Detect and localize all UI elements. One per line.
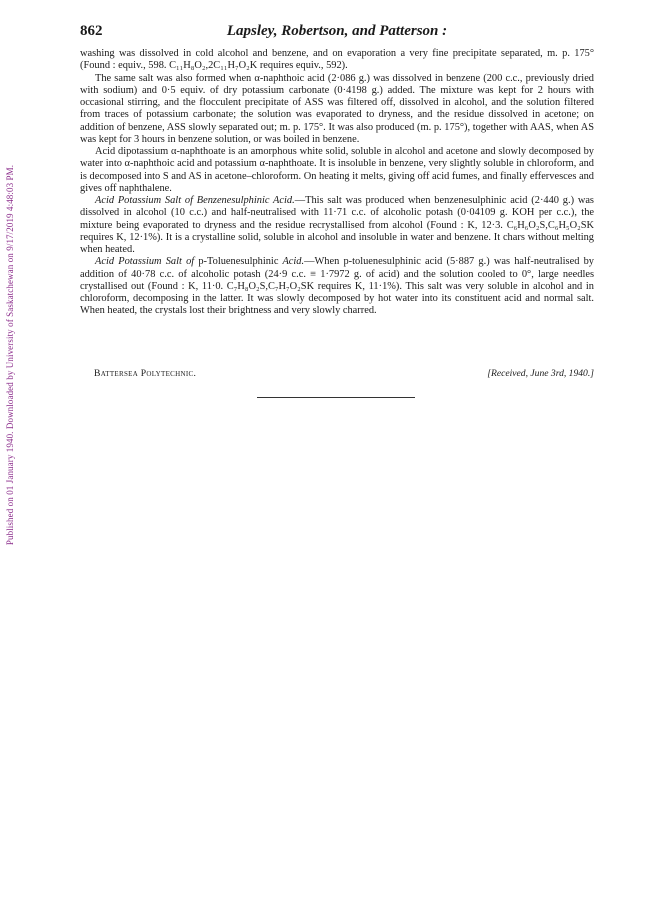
affiliation: Battersea Polytechnic. — [94, 368, 197, 379]
paragraph-5 — [80, 256, 594, 317]
section-heading-benzenesulphinic: Acid Potassium Salt of Benzenesulphinic Acid. — [95, 195, 295, 206]
paragraph-5-text: —When p-toluenesulphinic acid (5·887 g.) was half-neutralised by addition of 40·78 c.c. of alcoholic potash (24·9 c.c. ≡ 1·7972 g. of acid) and the solution cooled to 0°, large needles crystallised out (Found : K, 11·0. C₇H₈O₂S,C₇H₇O₂SK requires K, 11·1%). This salt was very soluble in alcohol and in chloroform, decomposing in the latter. It was slowly decomposed by hot water into its constituent acid and normal salt. When heated, the crystals lost their brightness and very slowly charred. — [80, 256, 594, 317]
signoff — [80, 368, 594, 382]
section-heading-toluenesulphinic-c: Acid. — [278, 256, 305, 268]
paragraph-4 — [80, 195, 594, 256]
page-number: 862 — [80, 23, 103, 39]
section-heading-toluenesulphinic-b: p-Toluenesulphinic — [198, 256, 279, 268]
received-date: [Received, June 3rd, 1940.] — [487, 368, 594, 379]
section-heading-toluenesulphinic-a: Acid Potassium Salt of — [95, 256, 199, 268]
running-head: Lapsley, Robertson, and Patterson : — [226, 23, 448, 39]
end-rule — [257, 397, 415, 398]
margin-note-text: Published on 01 January 1940. Downloaded by University of Saskatchewan on 9/17/2019 4:48:03 PM. — [5, 164, 15, 546]
publication-margin-note — [2, 125, 18, 585]
paragraph-4-text: —This salt was produced when benzenesulphinic acid (2·440 g.) was dissolved in alcohol (10 c.c.) and half-neutralised with 11·71 c.c. of alcoholic potash (0·04109 g. KOH per c.c.), the mixture being evaporated to dryness and the residue recrystallised from alcohol (Found : K, 12·3. C₆H₆O₂S,C₆H₅O₂SK requires K, 12·1%). It is a crystalline solid, soluble in alcohol and insoluble in water and benzene. It chars without melting when heated. — [80, 195, 594, 255]
article-body — [80, 48, 594, 318]
paragraph-1: washing was dissolved in cold alcohol and benzene, and on evaporation a very fine precipitate separated, m. p. 175° (Found : equiv., 598. C₁₁H₈O₂,2C₁₁H₇O₂K requires equiv., 592). — [80, 48, 594, 72]
page-header — [80, 23, 594, 43]
paragraph-3: Acid dipotassium α-naphthoate is an amorphous white solid, soluble in alcohol and acetone and slowly decomposed by water into α-naphthoic acid and potassium α-naphthoate. It is insoluble in benzene, very slightly soluble in chloroform, and is decomposed into S and AS in acetone–chloroform. On heating it melts, giving off acid fumes, and finally effervesces and gives off naphthalene. — [80, 146, 594, 194]
paragraph-2: The same salt was also formed when α-naphthoic acid (2·086 g.) was dissolved in benzene (200 c.c., previously dried with sodium) and 0·5 equiv. of dry potassium carbonate (0·4198 g.) added. The mixture was kept for 2 hours with occasional stirring, and the flocculent precipitate of ASS was filtered off, dissolved in alcohol, and the solution filtered from traces of potassium carbonate; the solution was evaporated to dryness, and the residue dissolved in acetone; on addition of benzene, ASS slowly separated out; m. p. 175°. It was also produced (m. p. 175°), together with AAS, when AS was kept for 3 hours in benzene solution, or was boiled in benzene. — [80, 72, 594, 145]
